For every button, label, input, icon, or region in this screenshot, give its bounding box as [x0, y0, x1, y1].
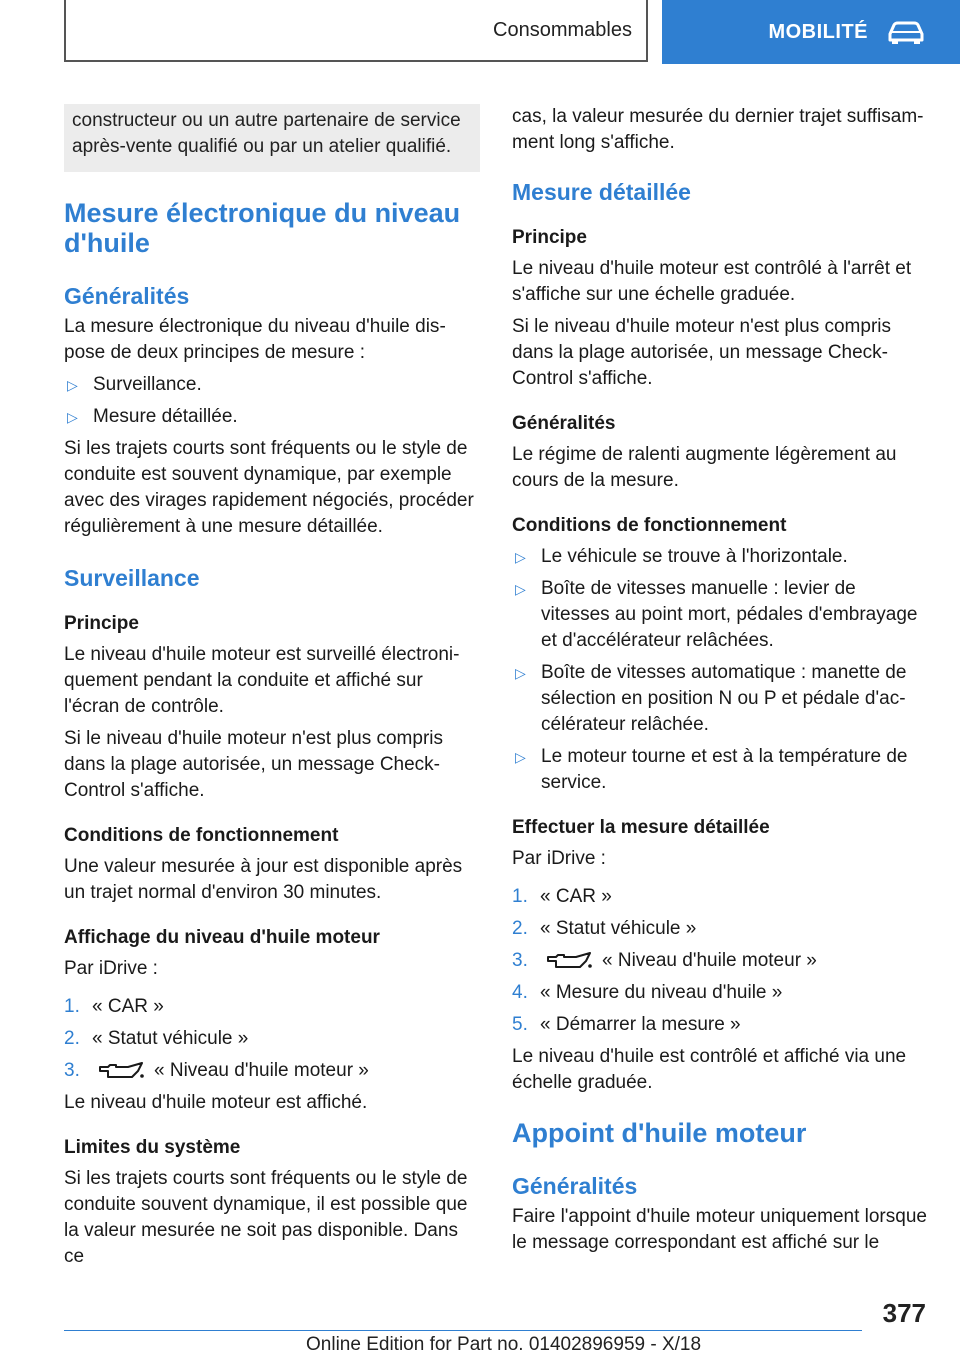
effectuer-result: Le niveau d'huile est contrôlé et affiché via une échelle graduée.	[512, 1046, 907, 1093]
generalites-text: Le régime de ralenti augmente légèrement au cours de la mesure.	[512, 444, 897, 491]
list-item	[512, 544, 928, 570]
triangle-bullet-icon: ▷	[515, 749, 526, 765]
left-column	[64, 104, 480, 1270]
triangle-bullet-icon: ▷	[67, 377, 78, 393]
step-text: « Niveau d'huile moteur »	[602, 950, 817, 971]
intro-box: constructeur ou un autre partenaire de service après-vente qualifié ou par un atelier qualifié.	[64, 104, 480, 172]
principe-text: Le niveau d'huile moteur est surveillé électroniquement pendant la conduite et affiché sur l'écran de contrôle.	[64, 644, 460, 717]
effectuer-intro: Par iDrive :	[512, 848, 606, 869]
list-item	[512, 576, 928, 654]
effectuer-heading: Effectuer la mesure détaillée	[512, 817, 770, 838]
step-text: « CAR »	[540, 886, 612, 907]
oil-can-icon	[546, 951, 594, 971]
generalites-heading: Généralités	[512, 413, 616, 434]
principe-text: Le niveau d'huile moteur est contrôlé à l'arrêt et s'affiche sur une échelle graduée.	[512, 258, 912, 305]
limites-text: Si les trajets courts sont fréquents ou le style de conduite souvent dynamique, il est possible que la valeur mesurée ne soit pas disponible. Dans ce	[64, 1168, 468, 1267]
step-number: 1.	[512, 886, 528, 907]
principe-heading: Principe	[64, 613, 139, 634]
page-header	[0, 0, 960, 66]
step-number: 2.	[64, 1028, 80, 1049]
mesure-detaillee-heading: Mesure détaillée	[512, 179, 691, 205]
chapter-tab[interactable]	[662, 0, 960, 64]
surveillance-heading: Surveillance	[64, 565, 200, 591]
affichage-result: Le niveau d'huile moteur est affiché.	[64, 1092, 368, 1113]
conditions-heading: Conditions de fonctionnement	[64, 825, 339, 846]
step-number: 2.	[512, 918, 528, 939]
triangle-bullet-icon: ▷	[515, 665, 526, 681]
affichage-intro: Par iDrive :	[64, 958, 158, 979]
list-item-text: Le moteur tourne et est à la température de service.	[541, 746, 908, 793]
step-item	[64, 1026, 480, 1052]
list-item-text: Boîte de vitesses automatique : manette de sélection en position N ou P et pédale d'accélérateur relâchée.	[541, 662, 907, 735]
chapter-tab-label: MOBILITÉ	[768, 20, 868, 43]
step-item	[512, 916, 928, 942]
step-item	[512, 1012, 928, 1038]
step-text: « Statut véhicule »	[92, 1028, 249, 1049]
triangle-bullet-icon: ▷	[67, 409, 78, 425]
step-number: 3.	[64, 1060, 80, 1081]
appoint-generalites-heading: Généralités	[512, 1173, 638, 1199]
list-item	[512, 744, 928, 796]
affichage-heading: Affichage du niveau d'huile moteur	[64, 927, 380, 948]
conditions-heading: Conditions de fonctionnement	[512, 515, 787, 536]
generalites-text-2: Si les trajets courts sont fréquents ou le style de conduite est souvent dynamique, par exemple avec des virages rapidement négociés, procéder régulièrement à une mesure détaillée.	[64, 438, 474, 537]
main-heading: Mesure électronique du niveau d'huile	[64, 198, 461, 258]
principe-text-2: Si le niveau d'huile moteur n'est plus compris dans la plage autorisée, un message Check-Control s'affiche.	[512, 316, 891, 389]
step-item	[512, 948, 928, 974]
car-icon	[886, 20, 926, 44]
generalites-text: La mesure électronique du niveau d'huile dispose de deux principes de mesure :	[64, 316, 446, 363]
triangle-bullet-icon: ▷	[515, 581, 526, 597]
list-item	[64, 404, 480, 430]
list-item	[64, 372, 480, 398]
step-text: « Niveau d'huile moteur »	[154, 1060, 369, 1081]
right-column	[512, 104, 928, 1256]
appoint-heading: Appoint d'huile moteur	[512, 1118, 807, 1148]
list-item-text: Le véhicule se trouve à l'horizontale.	[541, 546, 848, 567]
footer-divider	[64, 1330, 862, 1331]
conditions-text: Une valeur mesurée à jour est disponible après un trajet normal d'environ 30 minutes.	[64, 856, 463, 903]
section-tab[interactable]	[64, 0, 648, 62]
step-item	[64, 1058, 480, 1084]
section-tab-label: Consommables	[493, 18, 632, 41]
appoint-text: Faire l'appoint d'huile moteur uniquement lorsque le message correspondant est affiché sur le	[512, 1206, 927, 1253]
principe-text-2: Si le niveau d'huile moteur n'est plus compris dans la plage autorisée, un message Check-Control s'affiche.	[64, 728, 443, 801]
step-number: 5.	[512, 1014, 528, 1035]
oil-can-icon	[98, 1061, 146, 1081]
step-item	[512, 884, 928, 910]
list-item-text: Surveillance.	[93, 374, 202, 395]
list-item-text: Mesure détaillée.	[93, 406, 238, 427]
list-item-text: Boîte de vitesses manuelle : levier de vitesses au point mort, pédales d'embrayage et d'accélérateur relâchées.	[541, 578, 918, 651]
continued-text: cas, la valeur mesurée du dernier trajet suffisamment long s'affiche.	[512, 106, 924, 153]
step-number: 4.	[512, 982, 528, 1003]
step-item	[512, 980, 928, 1006]
step-number: 1.	[64, 996, 80, 1017]
step-text: « Démarrer la mesure »	[540, 1014, 741, 1035]
step-item	[64, 994, 480, 1020]
step-number: 3.	[512, 950, 528, 971]
list-item	[512, 660, 928, 738]
edition-footer: Online Edition for Part no. 01402896959 - X/18	[306, 1334, 702, 1355]
step-text: « Mesure du niveau d'huile »	[540, 982, 783, 1003]
page-number: 377	[882, 1298, 926, 1328]
principe-heading: Principe	[512, 227, 587, 248]
generalites-heading: Généralités	[64, 283, 190, 309]
triangle-bullet-icon: ▷	[515, 549, 526, 565]
step-text: « CAR »	[92, 996, 164, 1017]
step-text: « Statut véhicule »	[540, 918, 697, 939]
limites-heading: Limites du système	[64, 1137, 241, 1158]
